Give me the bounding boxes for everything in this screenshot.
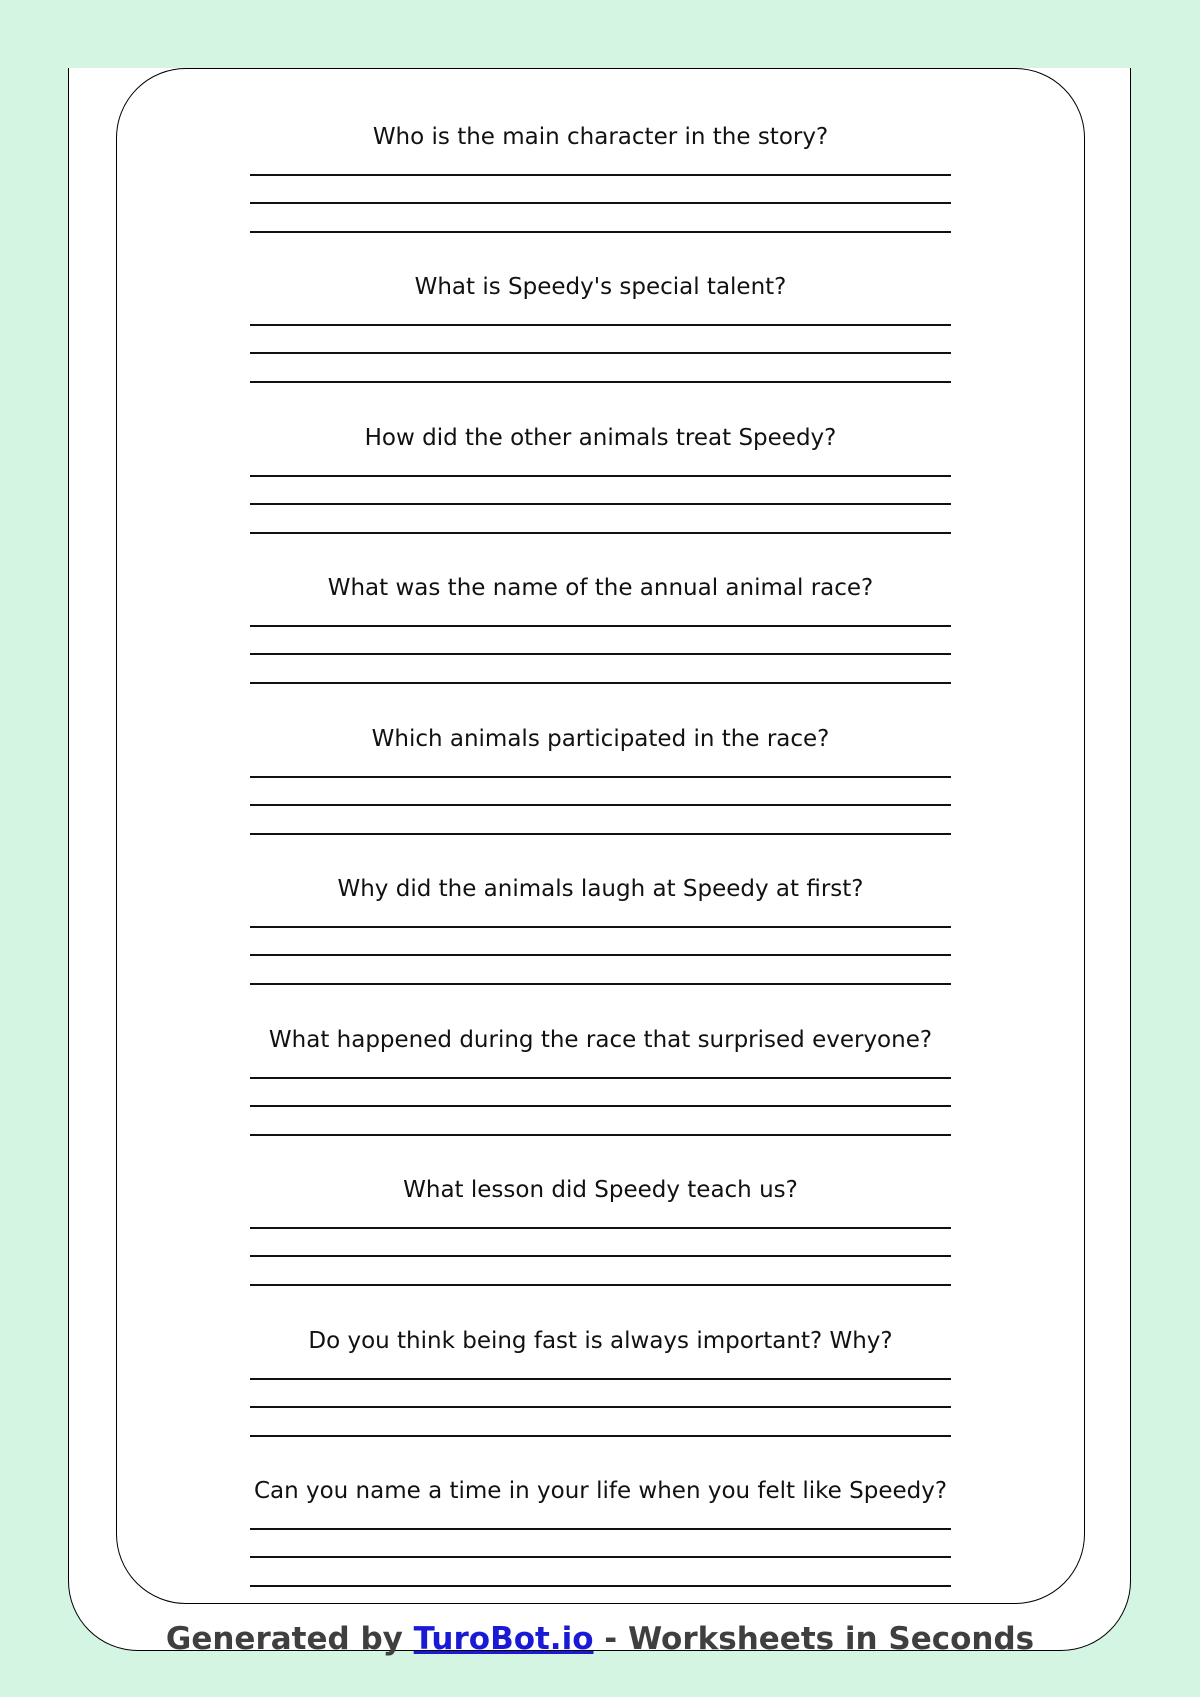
turobot-link[interactable]: TuroBot.io <box>413 1621 594 1657</box>
question-text: How did the other animals treat Speedy? <box>364 425 837 451</box>
answer-line[interactable] <box>250 1105 951 1107</box>
answer-line[interactable] <box>250 653 951 655</box>
question-text: Which animals participated in the race? <box>371 726 830 752</box>
answer-line[interactable] <box>250 532 951 534</box>
answer-line[interactable] <box>250 174 951 176</box>
answer-line[interactable] <box>250 1528 951 1530</box>
footer-suffix: - Worksheets in Seconds <box>593 1621 1035 1657</box>
answer-line[interactable] <box>250 983 951 985</box>
answer-line[interactable] <box>250 202 951 204</box>
answer-line[interactable] <box>250 1378 951 1380</box>
answer-line[interactable] <box>250 475 951 477</box>
answer-line[interactable] <box>250 381 951 383</box>
answer-line[interactable] <box>250 625 951 627</box>
answer-line[interactable] <box>250 503 951 505</box>
footer <box>0 1620 1200 1658</box>
footer-prefix: Generated by <box>165 1621 414 1657</box>
answer-line[interactable] <box>250 324 951 326</box>
answer-line[interactable] <box>250 1556 951 1558</box>
answer-line[interactable] <box>250 231 951 233</box>
answer-line[interactable] <box>250 776 951 778</box>
question-text: Can you name a time in your life when you felt like Speedy? <box>253 1478 948 1504</box>
answer-line[interactable] <box>250 1284 951 1286</box>
question-text: What happened during the race that surprised everyone? <box>268 1027 933 1053</box>
answer-line[interactable] <box>250 1134 951 1136</box>
question-text: What is Speedy's special talent? <box>414 274 787 300</box>
answer-line[interactable] <box>250 804 951 806</box>
answer-line[interactable] <box>250 352 951 354</box>
answer-line[interactable] <box>250 682 951 684</box>
answer-line[interactable] <box>250 1585 951 1587</box>
answer-line[interactable] <box>250 1077 951 1079</box>
answer-line[interactable] <box>250 1435 951 1437</box>
answer-line[interactable] <box>250 954 951 956</box>
answer-line[interactable] <box>250 926 951 928</box>
question-text: Who is the main character in the story? <box>372 124 829 150</box>
answer-line[interactable] <box>250 1406 951 1408</box>
question-text: Do you think being fast is always important? Why? <box>308 1328 893 1354</box>
answer-line[interactable] <box>250 1227 951 1229</box>
answer-line[interactable] <box>250 1255 951 1257</box>
question-text: Why did the animals laugh at Speedy at first? <box>337 876 864 902</box>
question-text: What was the name of the annual animal race? <box>327 575 874 601</box>
answer-line[interactable] <box>250 833 951 835</box>
question-text: What lesson did Speedy teach us? <box>403 1177 798 1203</box>
